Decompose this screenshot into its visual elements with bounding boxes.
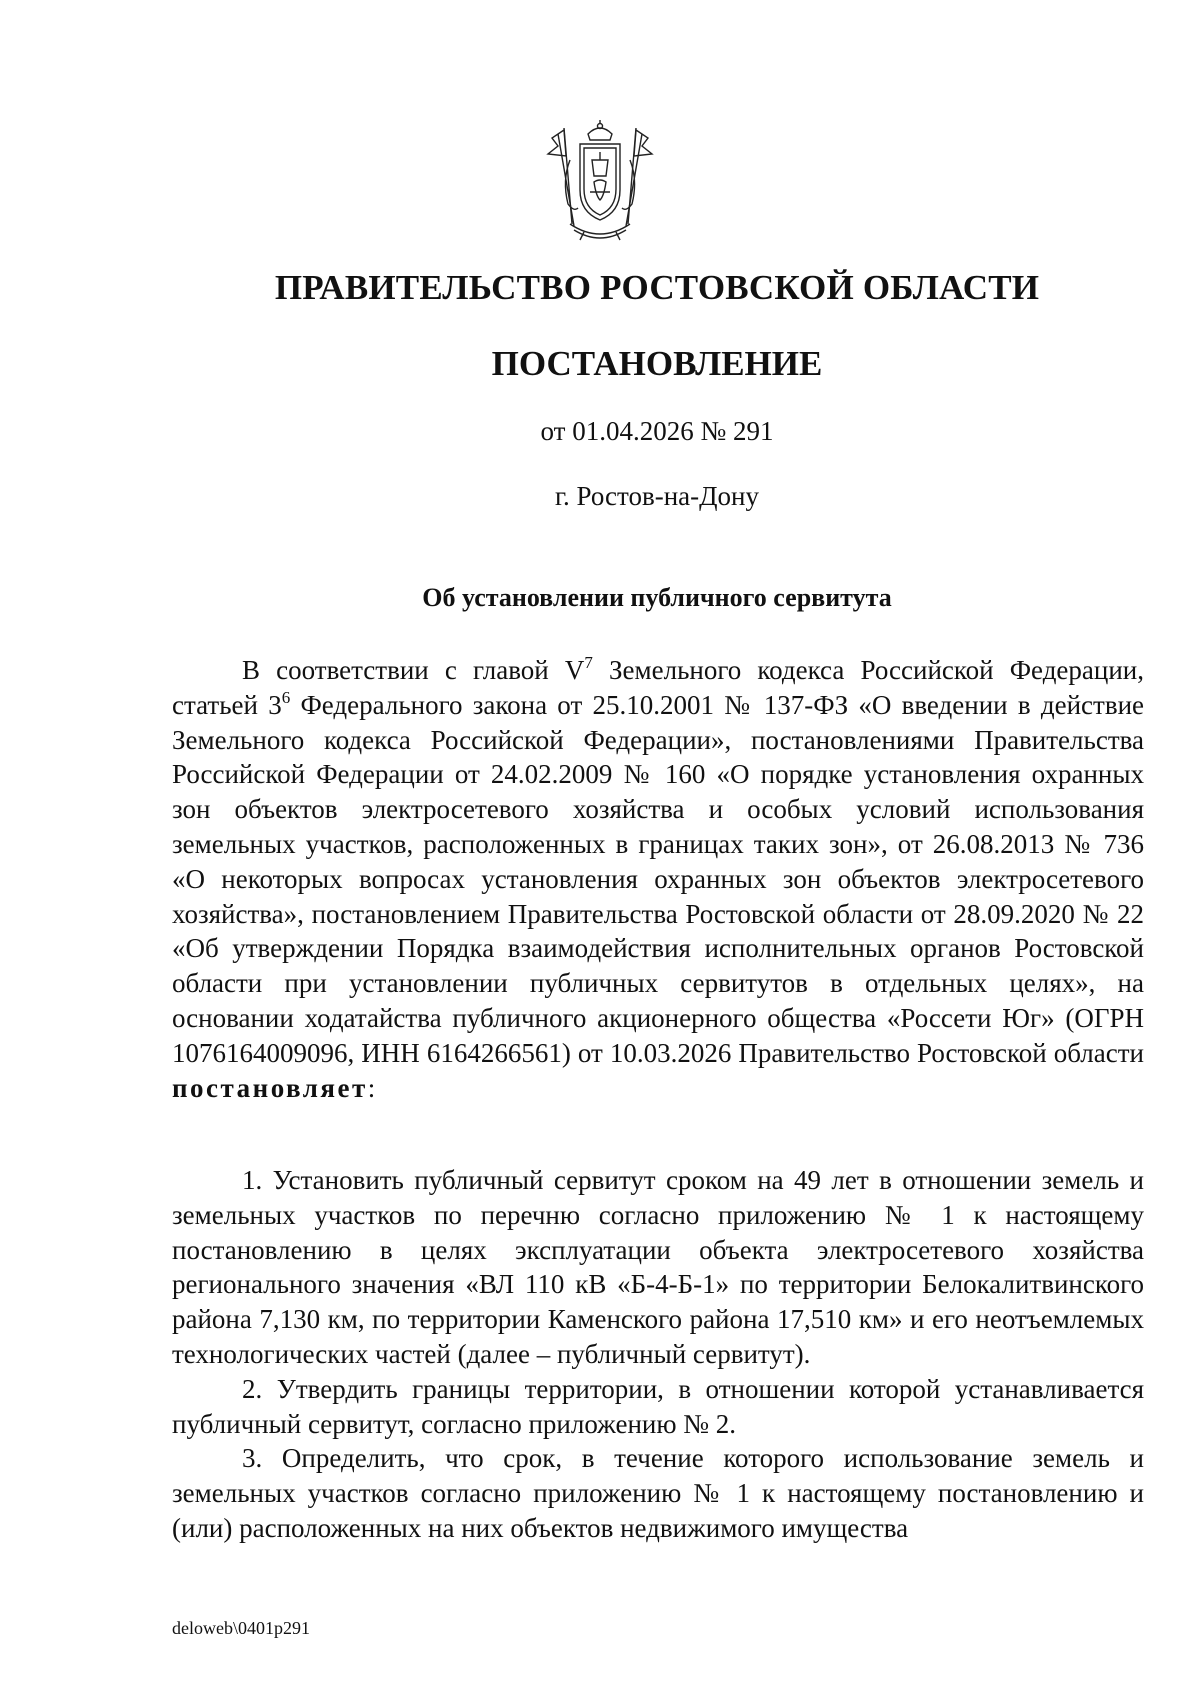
decree-item-3: 3. Определить, что срок, в течение которого использование земель и земельных участков согласно приложению № 1 к настоящему постановлению и (или) расположенных на них объектов недвижимого имущества — [172, 1443, 1144, 1543]
decree-items — [172, 1163, 1144, 1546]
organization-title: ПРАВИТЕЛЬСТВО РОСТОВСКОЙ ОБЛАСТИ — [274, 268, 1040, 307]
document-type-heading: ПОСТАНОВЛЕНИЕ — [491, 344, 823, 383]
decree-word: постановляет — [172, 1072, 368, 1103]
preamble-paragraph — [172, 653, 1144, 1105]
document-subject: Об установлении публичного сервитута — [422, 583, 892, 612]
preamble-superscript-2: 6 — [281, 687, 291, 707]
file-code: deloweb\0401p291 — [172, 1618, 310, 1638]
coat-of-arms-icon — [544, 120, 656, 242]
preamble-colon: : — [367, 1072, 376, 1103]
decree-item-1: 1. Установить публичный сервитут сроком на 49 лет в отношении земель и земельных участков по перечню согласно приложению № 1 к настоящему постановлению в целях эксплуатации объекта электросетевого хозяйства регионального значения «ВЛ 110 кВ «Б-4-Б-1» по территории Белокалитвинского района 7,130 км, по территории Каменского района 17,510 км» и его неотъемлемых технологических частей (далее – публичный сервитут). — [172, 1165, 1144, 1369]
decree-item-2: 2. Утвердить границы территории, в отношении которой устанавливается публичный сервитут, согласно приложению № 2. — [172, 1373, 1144, 1439]
preamble-text-part2: Земельного кодекса Российской Федерации, статьей 3 — [172, 655, 1144, 720]
preamble-superscript-1: 7 — [584, 653, 593, 672]
preamble-text-part3: Федерального закона от 25.10.2001 № 137-ФЗ «О введении в действие Земельного кодекса Российской Федерации», постановлениями Правительства Российской Федерации от 24.02.2009 № 160 «О порядке установления охранных зон объектов электросетевого хозяйства и особых условий использования земельных участков, расположенных в границах таких зон», от 26.08.2013 № 736 «О некоторых вопросах установления охранных зон объектов электросетевого хозяйства», постановлением Правительства Ростовской области от 28.09.2020 № 22 «Об утверждении Порядка взаимодействия исполнительных органов Ростовской области при установлении публичных сервитутов в отдельных целях», на основании ходатайства публичного акционерного общества «Россети Юг» (ОГРН 1076164009096, ИНН 6164266561) от 10.03.2026 Правительство Ростовской области — [172, 689, 1144, 1068]
document-date-number: от 01.04.2026 № 291 — [540, 416, 774, 446]
document-city: г. Ростов-на-Дону — [554, 481, 759, 511]
preamble-text-part1: В соответствии с главой V — [242, 655, 585, 685]
